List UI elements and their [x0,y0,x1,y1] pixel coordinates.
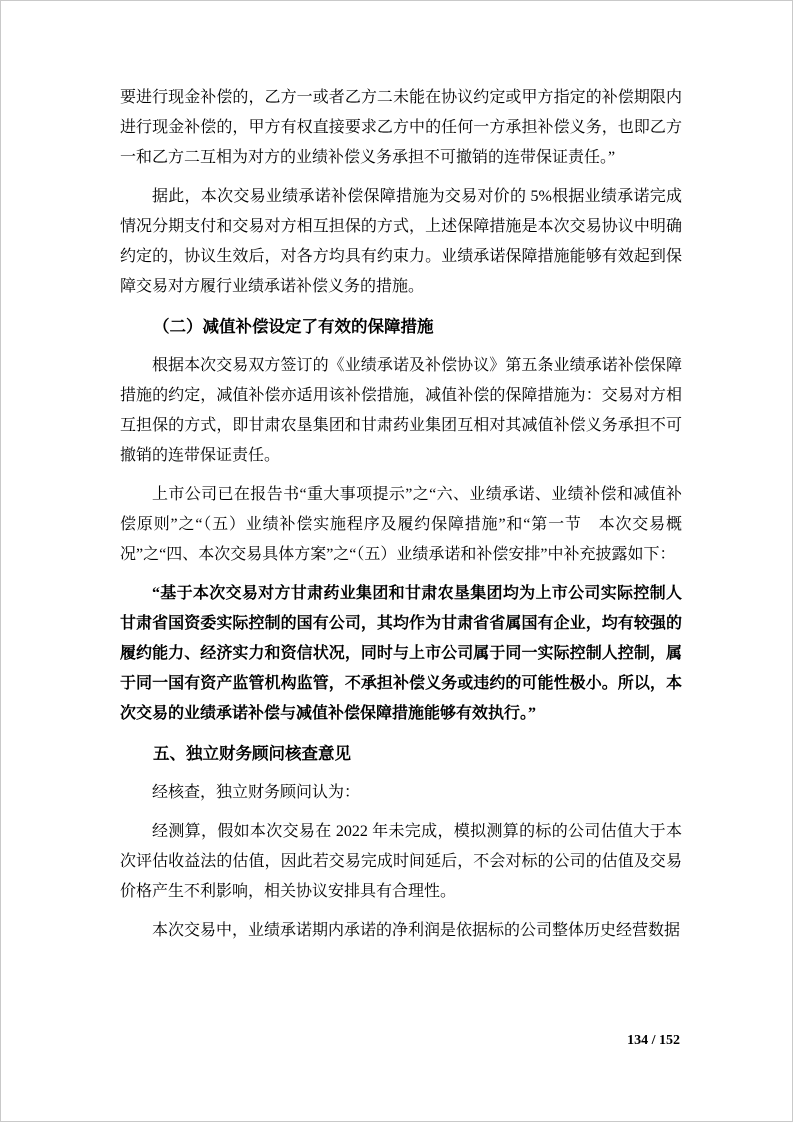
document-content [120,83,682,955]
paragraph: 据此，本次交易业绩承诺补偿保障措施为交易对价的 5%根据业绩承诺完成情况分期支付和交易对方相互担保的方式，上述保障措施是本次交易协议中明确约定的，协议生效后，对各方均具有约束力。业绩承诺保障措施能够有效起到保障交易对方履行业绩承诺补偿义务的措施。 [120,188,682,295]
paragraph: 上市公司已在报告书“重大事项提示”之“六、业绩承诺、业绩补偿和减值补偿原则”之“（五）业绩补偿实施程序及履约保障措施”和“第一节 本次交易概况”之“四、本次交易具体方案”之“（五）业绩承诺和补偿安排”中补充披露如下： [120,486,682,563]
paragraph: 经测算，假如本次交易在 2022 年未完成，模拟测算的标的公司估值大于本次评估收益法的估值，因此若交易完成时间延后，不会对标的公司的估值及交易价格产生不利影响，相关协议安排具有合理性。 [120,823,682,900]
section-heading-impairment-compensation: （二）减值补偿设定了有效的保障措施 [153,317,434,336]
section-heading-advisor-opinion: 五、独立财务顾问核查意见 [153,744,351,763]
paragraph: 根据本次交易双方签订的《业绩承诺及补偿协议》第五条业绩承诺补偿保障措施的约定，减值补偿亦适用该补偿措施，减值补偿的保障措施为：交易对方相互担保的方式，即甘肃农垦集团和甘肃药业集团互相对其减值补偿义务承担不可撤销的连带保证责任。 [120,357,682,464]
footer-page-number: 134 / 152 [627,1033,680,1048]
quoted-bold-paragraph: “基于本次交易对方甘肃药业集团和甘肃农垦集团均为上市公司实际控制人甘肃省国资委实际控制的国有公司，其均作为甘肃省省属国有企业，均有较强的履约能力、经济实力和资信状况，同时与上市公司属于同一实际控制人控制，属于同一国有资产监管机构监管，不承担补偿义务或违约的可能性极小。所以，本次交易的业绩承诺补偿与减值补偿保障措施能够有效执行。” [120,585,682,722]
paragraph: 经核查，独立财务顾问认为： [152,784,361,801]
paragraph-continuation: 要进行现金补偿的，乙方一或者乙方二未能在协议约定或甲方指定的补偿期限内进行现金补偿的，甲方有权直接要求乙方中的任何一方承担补偿义务，也即乙方一和乙方二互相为对方的业绩补偿义务承担不可撤销的连带保证责任。” [120,89,682,166]
paragraph: 本次交易中，业绩承诺期内承诺的净利润是依据标的公司整体历史经营数据 [152,922,681,939]
